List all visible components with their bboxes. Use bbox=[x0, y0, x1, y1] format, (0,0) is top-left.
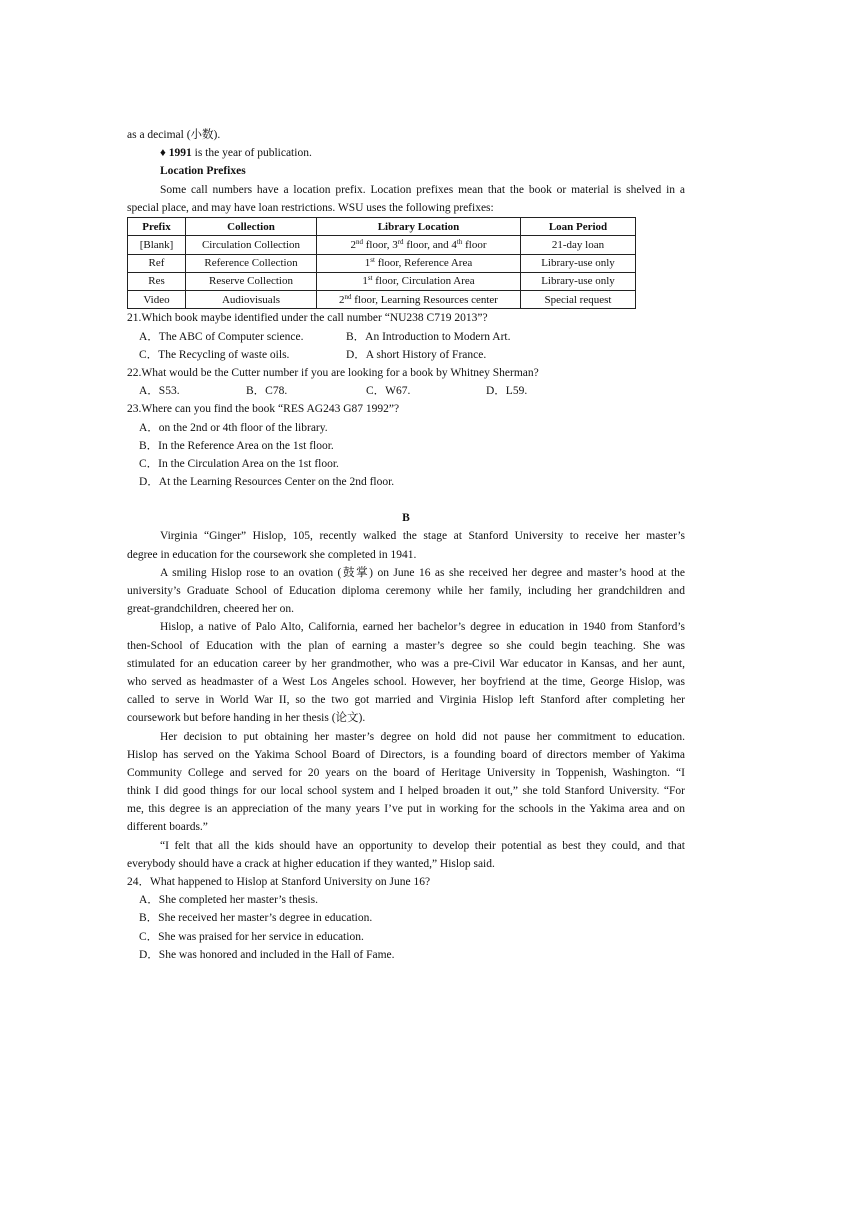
intro-para-line: Some call numbers have a location prefix. Location prefixes mean that the book or material is shelved in a bbox=[160, 183, 685, 196]
option-c[interactable]: C．The Recycling of waste oils. bbox=[139, 348, 290, 361]
table-cell: Res bbox=[128, 272, 186, 290]
paragraph-line: Hislop, a native of Palo Alto, California, earned her bachelor’s degree in education in 1940 from Stanford’s bbox=[160, 621, 685, 634]
paragraph-line: Her decision to put obtaining her master’s degree on hold did not pause her commitment to education. bbox=[160, 730, 685, 743]
paragraph-line: different boards.” bbox=[127, 821, 208, 834]
paragraph-4 bbox=[127, 728, 685, 837]
paragraph-line: coursework but before handing in her thesis (论文). bbox=[127, 712, 366, 725]
paragraph-line: called to serve in World War II, so the two got married and Virginia Hislop left Stanford after completing her bbox=[127, 694, 685, 707]
intro-line-2-rest: is the year of publication. bbox=[191, 147, 312, 160]
paragraph-1 bbox=[127, 527, 685, 563]
table-header-row bbox=[128, 217, 636, 235]
table-header: Collection bbox=[186, 217, 317, 235]
prefix-table bbox=[127, 217, 636, 309]
option-c[interactable]: C．She was praised for her service in education. bbox=[139, 930, 364, 943]
table-cell: 21-day loan bbox=[521, 236, 636, 254]
option-d[interactable]: D．She was honored and included in the Hall of Fame. bbox=[139, 948, 395, 961]
paragraph-line: “I felt that all the kids should have an opportunity to develop their potential as best they could, and that bbox=[160, 839, 685, 852]
year-bold: 1991 bbox=[168, 147, 192, 160]
option-a[interactable]: A．She completed her master’s thesis. bbox=[139, 894, 318, 907]
option-a[interactable]: A．The ABC of Computer science. bbox=[139, 330, 304, 343]
table-cell: Audiovisuals bbox=[186, 291, 317, 309]
table-row bbox=[128, 272, 636, 290]
table-cell: 1st floor, Reference Area bbox=[317, 254, 521, 272]
paragraph-line: then-School of Education with the plan of earning a master’s degree so she could begin teaching. She was bbox=[127, 639, 685, 652]
option-b[interactable]: B．She received her master’s degree in education. bbox=[139, 912, 373, 925]
question-22-options-row bbox=[127, 382, 685, 400]
option-a[interactable]: A．S53. bbox=[139, 385, 180, 398]
table-cell: Library-use only bbox=[521, 272, 636, 290]
paragraph-line: great-grandchildren, cheered her on. bbox=[127, 603, 294, 616]
question-23-stem: 23.Where can you find the book “RES AG243 G87 1992”? bbox=[127, 403, 400, 416]
paragraph-line: Virginia “Ginger” Hislop, 105, recently walked the stage at Stanford University to receive her master’s bbox=[160, 530, 685, 543]
paragraph-3 bbox=[127, 618, 685, 727]
table-row bbox=[128, 236, 636, 254]
question-21-options-row-1 bbox=[127, 328, 685, 346]
intro-line-2: ♦ 1991 is the year of publication. bbox=[160, 147, 312, 160]
paragraph-line: degree in education for the coursework she completed in 1941. bbox=[127, 548, 417, 561]
paragraph-line: university’s Graduate School of Education diploma ceremony while her family, including her grandchildren and bbox=[127, 585, 685, 598]
location-prefixes-heading: Location Prefixes bbox=[160, 165, 246, 178]
option-c[interactable]: C．W67. bbox=[366, 385, 411, 398]
option-d[interactable]: D．At the Learning Resources Center on the 2nd floor. bbox=[139, 476, 395, 489]
table-row bbox=[128, 291, 636, 309]
option-b[interactable]: B．An Introduction to Modern Art. bbox=[346, 330, 511, 343]
table-cell: Special request bbox=[521, 291, 636, 309]
table-cell: 2nd floor, 3rd floor, and 4th floor bbox=[317, 236, 521, 254]
table-cell: Video bbox=[128, 291, 186, 309]
option-b[interactable]: B．C78. bbox=[246, 385, 288, 398]
table-cell: Reserve Collection bbox=[186, 272, 317, 290]
option-c[interactable]: C．In the Circulation Area on the 1st floor. bbox=[139, 457, 339, 470]
table-cell: 1st floor, Circulation Area bbox=[317, 272, 521, 290]
question-24-stem: 24．What happened to Hislop at Stanford University on June 16? bbox=[127, 876, 431, 889]
option-d[interactable]: D．A short History of France. bbox=[346, 348, 487, 361]
section-gap bbox=[127, 491, 685, 509]
table-row bbox=[128, 254, 636, 272]
paragraph-line: me, this degree is an appreciation of the many years I’ve put in working for the schools in the Yakima area and on bbox=[127, 803, 685, 816]
table-cell: Reference Collection bbox=[186, 254, 317, 272]
intro-para-line: special place, and may have loan restrictions. WSU uses the following prefixes: bbox=[127, 201, 494, 214]
document-page bbox=[127, 126, 685, 964]
option-a[interactable]: A．on the 2nd or 4th floor of the library. bbox=[139, 421, 328, 434]
paragraph-line: A smiling Hislop rose to an ovation (鼓掌) on June 16 as she received her degree and master’s hood at the bbox=[160, 566, 685, 579]
intro-line-1: as a decimal (小数). bbox=[127, 129, 221, 141]
option-d[interactable]: D．L59. bbox=[486, 385, 528, 398]
question-21-stem: 21.Which book maybe identified under the call number “NU238 C719 2013”? bbox=[127, 312, 488, 325]
paragraph-2 bbox=[127, 564, 685, 619]
table-cell: Circulation Collection bbox=[186, 236, 317, 254]
table-header: Prefix bbox=[128, 217, 186, 235]
table-cell: Library-use only bbox=[521, 254, 636, 272]
table-cell: [Blank] bbox=[128, 236, 186, 254]
paragraph-line: everybody should have a crack at higher education if they wanted,” Hislop said. bbox=[127, 857, 495, 870]
table-cell: Ref bbox=[128, 254, 186, 272]
table-cell: 2nd floor, Learning Resources center bbox=[317, 291, 521, 309]
question-21-options-row-2 bbox=[127, 346, 685, 364]
table-header: Loan Period bbox=[521, 217, 636, 235]
option-b[interactable]: B．In the Reference Area on the 1st floor. bbox=[139, 439, 334, 452]
paragraph-line: think I did good things for our local school system and I helped broaden it out,” she told Stanford University. “For bbox=[127, 785, 685, 798]
paragraph-line: Community College and served for 20 years on the board of Heritage University in Toppenish, Washington. “I bbox=[127, 766, 685, 779]
paragraph-line: stimulated for an education career by her grandmother, who was a pre-Civil War educator in Kansas, and her aunt, bbox=[127, 657, 685, 670]
paragraph-line: Hislop has served on the Yakima School Board of Directors, is a founding board of directors member of Yakima bbox=[127, 748, 685, 761]
question-22-stem: 22.What would be the Cutter number if you are looking for a book by Whitney Sherman? bbox=[127, 366, 539, 379]
paragraph-5 bbox=[127, 837, 685, 873]
table-header: Library Location bbox=[317, 217, 521, 235]
section-b-title: B bbox=[402, 512, 410, 525]
paragraph-line: who served as headmaster of a West Los Angeles school. However, her boyfriend at the time, George Hislop, was bbox=[127, 675, 685, 688]
